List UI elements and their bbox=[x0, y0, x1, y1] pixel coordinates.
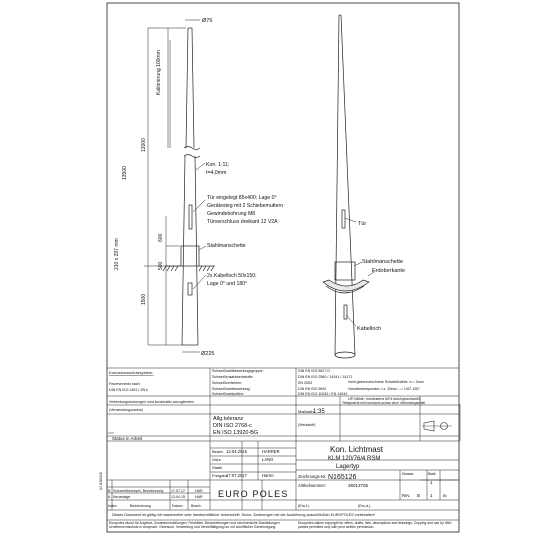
drawing-no-label: Zeichnungs-Nr. bbox=[298, 474, 327, 479]
ers-durch: (Ers.d.) bbox=[358, 504, 371, 508]
freigabe-label: Freigabe bbox=[212, 473, 228, 478]
drawing-no: N165126 bbox=[328, 474, 357, 481]
corrosion-value-1: Feuerverzinkt nach: bbox=[109, 382, 141, 386]
callout-cone-2: t=4,0mm bbox=[206, 170, 227, 176]
title-line-2: KLM 120/76/4 RSM bbox=[328, 456, 381, 462]
weld-test-value: DIN EN ISO 10042 / EN 14610 bbox=[298, 392, 348, 396]
article-label: Artikelnummer: bbox=[298, 483, 327, 488]
pole-isometric bbox=[323, 15, 369, 358]
iso-door-label: Tür bbox=[358, 221, 367, 227]
purpose-label: (Verwendungszweck) bbox=[109, 408, 144, 412]
calibration-label: Kalibrierung 100mm bbox=[156, 50, 162, 95]
article-no: 36013705 bbox=[348, 483, 369, 488]
weld-eval-value: DIN EN ISO 9692 bbox=[298, 387, 327, 391]
dimension-lines bbox=[144, 20, 206, 352]
welding-value: DIN EN ISO 5817 D bbox=[298, 369, 330, 373]
bearb-name: HARRER bbox=[262, 449, 280, 454]
corrosion-value-2: DIN EN ISO 1461 t ZN k bbox=[109, 388, 148, 392]
iso-leaders bbox=[345, 218, 374, 326]
gepr-label: Gepr. bbox=[212, 457, 222, 462]
callout-door-3: Gewindebohrung M8 bbox=[207, 211, 256, 217]
callout-cone-1: Kon. 1:11; bbox=[206, 162, 230, 168]
corrosion-label: Korrosionsschutzsystem: bbox=[109, 370, 154, 375]
iso-sleeve-label: Stahlmanschette bbox=[362, 259, 403, 265]
callout-steel-sleeve: Stahlmanschette bbox=[207, 243, 246, 249]
status-text: Status in Arbeit bbox=[112, 436, 143, 441]
side-reference: A4 N165126 bbox=[99, 472, 103, 490]
title-line-1: Kon. Lichtmast bbox=[330, 445, 383, 454]
weld-test-label: Schweißnahtprüfen: bbox=[212, 392, 244, 396]
rev-row-2-desc: Neuanlage bbox=[113, 495, 131, 499]
iso-cable-label: Kabelloch bbox=[357, 326, 382, 332]
rev-header-name: Bearb. bbox=[191, 504, 202, 508]
rev-sheet: 1 bbox=[430, 493, 433, 498]
dim-13500: 13500 bbox=[122, 166, 128, 180]
sheet-format-label: 210 x 297 mm bbox=[114, 238, 120, 270]
sheet-label: Blatt bbox=[428, 472, 436, 476]
welding-label: Schweißnahtbewertungsgruppe: bbox=[212, 369, 264, 373]
rev-row-1-index: B bbox=[108, 489, 111, 493]
freigabe-name: Harrer bbox=[262, 473, 274, 478]
rev-value: B bbox=[417, 493, 421, 498]
gepr-name: LANG bbox=[262, 457, 274, 462]
footer-german: Europoles räumt für Angebot, Zusammenstellungen, Feinbilder, Beschreibungen und zeichnerische Darstellungen Urheberrechtschutz in Anspruch. Gebrauch, Verwertung und Vervielfältigung nur mit schriftlicher Genehmigung. bbox=[109, 521, 280, 530]
tolerance-1: DIN ISO 2768-c bbox=[213, 423, 252, 429]
note-3: UP-Nähte: mindestens 60% durchgeschweißt bbox=[348, 397, 421, 401]
dim-12000: 12000 bbox=[141, 138, 147, 152]
freigabe-date: 17.07.2017 bbox=[226, 473, 247, 478]
tolerance-2: EN ISO 13920-BG bbox=[213, 430, 259, 436]
callout-door-1: Tür eingelegt 85x400; Lage 0° bbox=[207, 195, 277, 201]
europoles-logo: EURO POLES bbox=[218, 489, 289, 499]
weld-eval-label: Schweißnahtbewertung: bbox=[212, 387, 251, 391]
rev-label: Rev. bbox=[402, 493, 411, 498]
note-1: nicht gekennzeichnete Schweißnähte: a = 3mm bbox=[348, 380, 424, 384]
dim-500: 500 bbox=[158, 261, 164, 270]
weld-addition-value: DIN EN ISO 2560 / 14341 / 14171 bbox=[298, 375, 353, 379]
rev-row-1-date: 17.07.17 bbox=[171, 489, 185, 493]
ers-fur: (Ers.f.) bbox=[298, 504, 310, 508]
projection-symbol-icon bbox=[420, 418, 456, 434]
rev-bl: Bl bbox=[443, 493, 447, 498]
welding-proc-value: EN 2553 bbox=[298, 381, 312, 385]
scale-label: Maßstab: bbox=[298, 409, 315, 414]
scale-value: 1:35 bbox=[313, 409, 325, 415]
rev-row-2-date: 13.04.15 bbox=[171, 495, 185, 499]
bearb-label: Bearb. bbox=[212, 449, 224, 454]
iso-ground-label: Erdoberkante bbox=[372, 268, 406, 274]
rev-header-date: Datum bbox=[172, 504, 183, 508]
weld-addition-label: Schweißzusatzwerkstoffe: bbox=[212, 375, 254, 379]
bottom-diameter: Ø225 bbox=[201, 351, 215, 357]
class-label: Klasse: bbox=[402, 472, 415, 476]
bearb-date: 13.04.2015 bbox=[226, 449, 247, 454]
sheet-no: 1 bbox=[430, 480, 433, 485]
rev-row-2-name: HAR bbox=[195, 495, 203, 499]
rev-header-desc: Bezeichnung bbox=[130, 504, 151, 508]
rev-row-2-index: A bbox=[108, 495, 111, 499]
material-label: (Werkstoff) bbox=[298, 423, 316, 427]
footer-english: Europoles claims copyright for offers, drafts, lists, descriptions and drawings. Copying and use by third parties permitted only with prior written permission. bbox=[298, 521, 452, 530]
dim-600: 600 bbox=[158, 233, 164, 242]
rev-header-index: Index bbox=[108, 504, 117, 508]
pole-elevation bbox=[163, 28, 215, 345]
tolerance-label: Allg.toleranz bbox=[213, 416, 244, 422]
welding-proc-label: Schweißverfahren: bbox=[212, 381, 242, 385]
binding-note: Verbindungsbohrungen sind konstruktiv anzugleichen bbox=[109, 400, 195, 404]
callout-cable-1: 2x Kabelloch 50x150; bbox=[207, 273, 257, 279]
material-note: Teilegewicht mit Korrosions-schutz ohne Verbindungsmittel bbox=[342, 401, 426, 405]
title-line-3: Lagertyp bbox=[336, 464, 360, 470]
rev-row-1-name: HAR bbox=[195, 489, 203, 493]
callout-cable-2: Lage 0° und 180° bbox=[207, 281, 248, 287]
dim-1500: 1500 bbox=[141, 293, 147, 305]
top-diameter: Ø76 bbox=[202, 18, 213, 24]
statik-label: Statik bbox=[212, 465, 223, 470]
callout-door-4: Türverschluss dreikant 12 V2A bbox=[207, 219, 278, 225]
callout-door-2: Gerätesteg mit 2 Schiebemuttern bbox=[207, 203, 284, 209]
note-2: Vorwärmtemperatur: t.z. 30mm --> 100°-150° bbox=[348, 387, 420, 391]
footer-left: Dieses Dokument ist gültig mit maschineller oder handschriftlicher Unterschrift. Techn. Änderungen bei der Ausführung ausschließlich EUROPOLES vorbehalten! bbox=[112, 513, 375, 517]
rev-row-1-desc: Schweißbetonpel, Bezeichnung bbox=[113, 489, 164, 493]
